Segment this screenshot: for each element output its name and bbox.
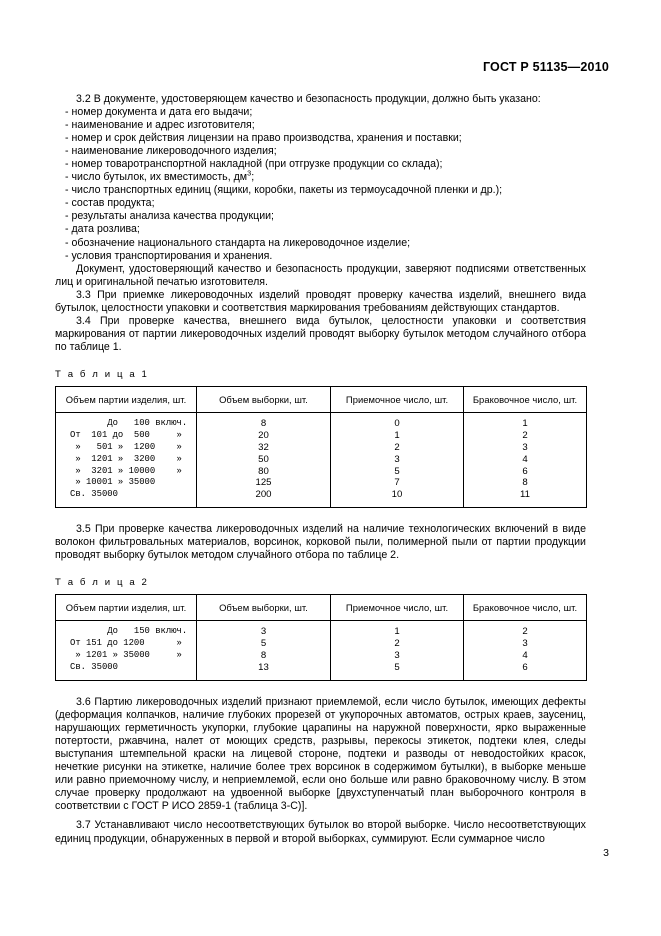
list-item: 1	[394, 626, 400, 638]
lot-size-list	[56, 626, 196, 674]
acceptance-number-list	[331, 418, 463, 501]
list-item: 8	[522, 477, 528, 489]
list-item: 5	[260, 638, 267, 650]
column-header-acceptance-number: Приемочное число, шт.	[331, 386, 464, 412]
cell-acceptance-number-list	[331, 412, 464, 507]
list-item: 3	[394, 453, 400, 465]
paragraph-3-7: 3.7 Устанавливают число несоответствующих бутылок во второй выборке. Число несоответствующих единиц продукции, обнаруженных в первой и второй выборках, суммируют. Если суммарное число	[55, 819, 586, 845]
list-item: » 10001 » 35000	[70, 477, 156, 488]
column-header-lot-size: Объем партии изделия, шт.	[56, 386, 197, 412]
rejection-number-list	[464, 626, 586, 674]
list-item: 32	[258, 441, 269, 453]
page-number: 3	[603, 847, 609, 859]
list-item: - число транспортных единиц (ящики, коробки, пакеты из термоусадочной пленки и др.);	[65, 184, 503, 197]
list-item: 80	[258, 465, 269, 477]
cell-rejection-number-list	[464, 412, 587, 507]
table-2	[55, 594, 587, 681]
list-item: 7	[394, 477, 400, 489]
list-item: - номер документа и дата его выдачи;	[65, 106, 253, 119]
spacer	[55, 508, 586, 523]
list-item: Св. 35000	[70, 489, 118, 500]
list-item: 6	[522, 662, 528, 674]
list-item: 4	[522, 453, 528, 465]
paragraph-3-5: 3.5 При проверке качества ликероводочных изделий на наличие технологических включений в виде волокон фильтровальных материалов, ворсинок, корковой пыли, полимерной пыли от партии продукции проводят выборку бутылок методом случайного отбора по таблице 2.	[55, 523, 586, 562]
column-header-lot-size: Объем партии изделия, шт.	[56, 595, 197, 621]
list-item: 2	[522, 429, 528, 441]
cell-sample-size-list	[197, 412, 331, 507]
list-item: 10	[391, 489, 403, 501]
list-item: 13	[258, 662, 269, 674]
list-item: 8	[260, 417, 267, 429]
list-item: 5	[394, 662, 400, 674]
list-item: 2	[394, 441, 400, 453]
list-item-bottles-text: - число бутылок, их вместимость, дм	[65, 171, 248, 184]
cell-lot-size-list	[56, 621, 197, 681]
column-header-sample-size: Объем выборки, шт.	[197, 595, 331, 621]
list-item: Св. 35000	[70, 662, 118, 673]
list-item: 3	[522, 441, 528, 453]
list-item: - состав продукта;	[65, 197, 155, 210]
list-item-bottles	[55, 168, 586, 184]
list-item: » 1201 » 35000 »	[70, 650, 182, 661]
paragraph-3-4: 3.4 При проверке качества, внешнего вида бутылок, целостности упаковки и соответствия маркирования от партии ликероводочных изделий проводят выборку бутылок методом случайного отбора по таблице 1.	[55, 314, 586, 353]
column-header-acceptance-number: Приемочное число, шт.	[331, 595, 464, 621]
sample-size-list	[197, 626, 330, 674]
cell-lot-size-list	[56, 412, 197, 507]
list-item: 5	[394, 465, 400, 477]
paragraph-3-3: 3.3 При приемке ликероводочных изделий проводят проверку качества изделий, внешнего вида бутылок, целостности упаковки и соответствия маркирования требованиям действующих стандартов.	[55, 288, 586, 314]
spacer	[55, 562, 586, 577]
list-item: 20	[258, 429, 269, 441]
sample-size-list	[197, 418, 330, 501]
rejection-number-list	[464, 418, 586, 501]
list-item-bottles-suffix: ;	[251, 171, 255, 184]
list-item: 8	[260, 650, 267, 662]
cell-sample-size-list	[197, 621, 331, 681]
list-item: До 150 включ.	[70, 626, 188, 637]
list-item: - дата розлива;	[65, 223, 140, 236]
list-item: От 101 до 500 »	[70, 429, 182, 440]
list-item: - условия транспортирования и хранения.	[65, 249, 273, 262]
table-1	[55, 386, 587, 508]
paragraph-3-2-intro: 3.2 В документе, удостоверяющем качество и безопасность продукции, должно быть указано:	[76, 93, 541, 105]
list-item: - номер товаротранспортной накладной (при отгрузке продукции со склада);	[65, 158, 443, 171]
list-item: 3	[260, 626, 267, 638]
cell-rejection-number-list	[464, 621, 587, 681]
spacer	[55, 354, 586, 369]
list-item: 0	[394, 417, 400, 429]
standard-header: ГОСТ Р 51135—2010	[482, 60, 609, 74]
list-item: 1	[522, 417, 528, 429]
list-item: » 3201 » 10000 »	[70, 465, 182, 476]
list-item: 200	[255, 489, 272, 501]
document-body	[55, 93, 586, 846]
list-item: До 100 включ.	[70, 417, 188, 428]
table-1-caption: Т а б л и ц а 1	[55, 368, 149, 380]
paragraph-3-2-closing: Документ, удостоверяющий качество и безопасность продукции, заверяют подписями ответственных лиц и оригинальной печатью изготовителя.	[55, 262, 586, 288]
table-header-row	[56, 595, 587, 621]
list-item: - результаты анализа качества продукции;	[65, 210, 274, 223]
table-row	[56, 621, 587, 681]
cell-acceptance-number-list	[331, 621, 464, 681]
list-item: 6	[522, 465, 528, 477]
spacer	[55, 681, 586, 696]
list-item: - наименование ликероводочного изделия;	[65, 145, 277, 158]
table-2-caption: Т а б л и ц а 2	[55, 577, 149, 589]
paragraph-3-6: 3.6 Партию ликероводочных изделий признают приемлемой, если число бутылок, имеющих дефекты (деформация колпачков, наличие глубоких прорезей от укупорочных автоматов, острых краев, заусениц, нарушающих герметичность укупорки, глубокие царапины на наружной поверхности, ярко выраженные потертости, ржавчина, налет от моющих средств, разрывы, перекосы этикеток, подтеки клея, следы выступания штемпельной краски на лицевой стороне, подтеки и разводы от неводостойких красок, нечеткие рисунки на этикетке, наличие более трех ворсинок в содержимом бутылки), в выборке меньше или равно приемочному числу, и неприемлемой, если оно больше или равно браковочному числу. В этом случае проверку продолжают на удвоенной выборке [двухступенчатый план выборочного контроля в соответствии с ГОСТ Р ИСО 2859-1 (таблица 3-С)].	[55, 696, 586, 813]
list-item: 2	[394, 638, 400, 650]
list-item: 1	[394, 429, 400, 441]
list-item: » 501 » 1200 »	[70, 441, 182, 452]
list-item: - номер и срок действия лицензии на право производства, хранения и поставки;	[65, 132, 462, 145]
acceptance-number-list	[331, 626, 463, 674]
list-item: 3	[394, 650, 400, 662]
cubic-decimeter-superscript: 3	[247, 168, 252, 178]
column-header-sample-size: Объем выборки, шт.	[197, 386, 331, 412]
list-item: - обозначение национального стандарта на ликероводочное изделие;	[65, 236, 411, 249]
table-row	[56, 412, 587, 507]
list-item: 2	[522, 626, 528, 638]
list-item: 50	[258, 453, 269, 465]
table-header-row	[56, 386, 587, 412]
list-item: 3	[522, 638, 528, 650]
list-item: » 1201 » 3200 »	[70, 453, 182, 464]
list-item: 125	[255, 477, 272, 489]
list-item: 11	[520, 489, 530, 501]
column-header-rejection-number: Браковочное число, шт.	[464, 595, 587, 621]
column-header-rejection-number: Браковочное число, шт.	[464, 386, 587, 412]
lot-size-list	[56, 418, 196, 501]
list-item: - наименование и адрес изготовителя;	[65, 119, 255, 132]
list-item: 4	[522, 650, 528, 662]
list-item: От 151 до 1200 »	[70, 638, 182, 649]
